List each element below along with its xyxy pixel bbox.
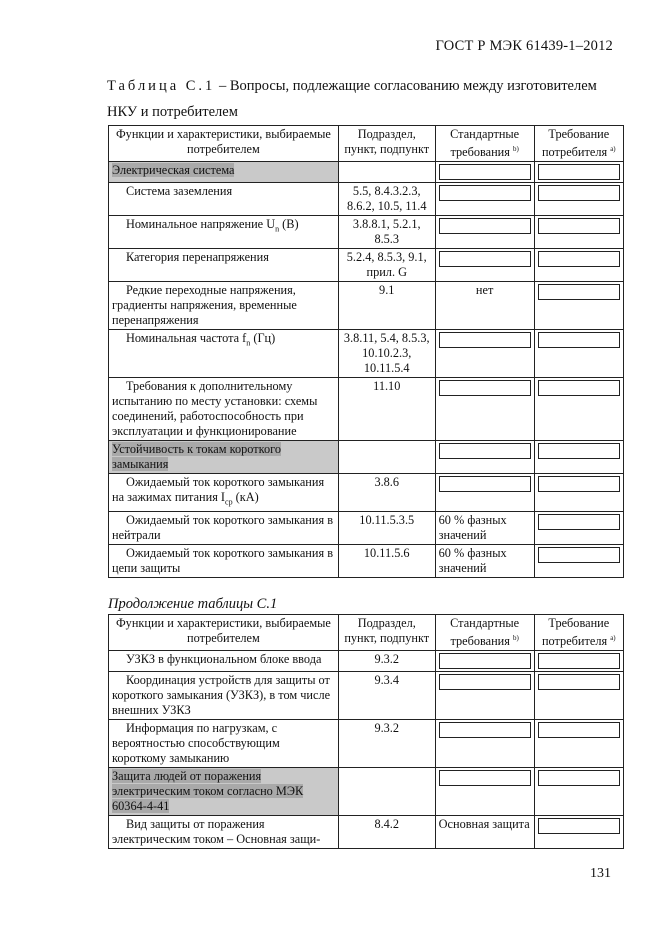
table-c1-part1 (108, 125, 624, 578)
empty-box (538, 332, 620, 348)
column-header-label: Стандартные требования (450, 616, 520, 649)
table-row (109, 511, 624, 544)
cell-clause (338, 441, 435, 474)
empty-box (538, 818, 620, 834)
cell-clause: 8.4.2 (338, 816, 435, 849)
empty-box (538, 284, 620, 300)
table-row (109, 651, 624, 672)
column-header-label: Подраздел, пункт, подпункт (344, 127, 430, 156)
cell-clause (338, 768, 435, 816)
caption-dash: – (215, 78, 230, 94)
cell-standard (435, 544, 534, 577)
empty-box (439, 770, 531, 786)
table-row (109, 249, 624, 282)
column-header-label: Подраздел, пункт, подпункт (344, 616, 430, 645)
cell-customer (534, 474, 623, 511)
continuation-label: Продолжение таблицы С.1 (108, 596, 278, 612)
table-row (109, 330, 624, 378)
cell-characteristic (109, 282, 339, 330)
cell-standard (435, 162, 534, 183)
characteristic-text: Ожидаемый ток короткого замыкания в цепи защиты (112, 545, 334, 575)
cell-customer (534, 544, 623, 577)
cell-clause: 3.8.8.1, 5.2.1, 8.5.3 (338, 216, 435, 249)
column-header-label: Функции и характеристики, выбираемые потребителем (115, 127, 331, 156)
table-row (109, 474, 624, 511)
header-row (109, 615, 624, 651)
cell-customer (534, 768, 623, 816)
empty-box (538, 770, 620, 786)
cell-characteristic (109, 816, 339, 849)
cell-characteristic (109, 162, 339, 183)
cell-characteristic (109, 441, 339, 474)
cell-standard (435, 768, 534, 816)
empty-box (439, 443, 531, 459)
empty-box (538, 476, 620, 492)
cell-customer (534, 216, 623, 249)
cell-clause: 9.3.2 (338, 651, 435, 672)
characteristic-text: Редкие переходные напряжения, градиенты напряжения, временные перенапряжения (112, 283, 297, 328)
table-row (109, 816, 624, 849)
table-row (109, 544, 624, 577)
cell-standard (435, 816, 534, 849)
cell-standard (435, 282, 534, 330)
standard-text: 60 % фазных значений (438, 545, 507, 575)
cell-customer (534, 511, 623, 544)
cell-characteristic (109, 511, 339, 544)
cell-characteristic (109, 768, 339, 816)
cell-characteristic (109, 651, 339, 672)
empty-box (538, 164, 620, 180)
empty-box (439, 332, 531, 348)
cell-customer (534, 249, 623, 282)
cell-clause: 11.10 (338, 378, 435, 441)
standard-text: 60 % фазных значений (438, 512, 507, 542)
table-label: Таблица С.1 (107, 78, 216, 94)
cell-characteristic (109, 720, 339, 768)
column-header (534, 126, 623, 162)
column-header (109, 126, 339, 162)
cell-clause (338, 162, 435, 183)
empty-box (439, 476, 531, 492)
cell-clause: 3.8.6 (338, 474, 435, 511)
page-number: 131 (590, 866, 611, 881)
cell-standard (435, 474, 534, 511)
column-header (435, 615, 534, 651)
cell-clause: 5.5, 8.4.3.2.3, 8.6.2, 10.5, 11.4 (338, 183, 435, 216)
cell-standard (435, 720, 534, 768)
characteristic-text: Ожидаемый ток короткого замыкания в нейтрали (112, 512, 334, 542)
empty-box (538, 251, 620, 267)
footnote-ref: a) (610, 145, 616, 153)
cell-characteristic (109, 378, 339, 441)
cell-customer (534, 651, 623, 672)
section-title: Защита людей от поражения электрическим током согласно МЭК 60364-4-41 (112, 769, 304, 814)
table-row (109, 282, 624, 330)
characteristic-text: Номинальная частота f (126, 331, 247, 346)
cell-customer (534, 183, 623, 216)
characteristic-text: УЗКЗ в функциональном блоке ввода (126, 652, 322, 667)
cell-clause: 10.11.5.6 (338, 544, 435, 577)
characteristic-text: Требования к дополнительному испытанию по месту установки: схемы соединений, работоспособность при эксплуатации и функционирование (112, 379, 318, 439)
symbol-subscript: n (246, 338, 251, 348)
cell-clause: 9.3.4 (338, 672, 435, 720)
cell-standard (435, 378, 534, 441)
cell-standard (435, 511, 534, 544)
table-row (109, 672, 624, 720)
characteristic-text: Номинальное напряжение U (126, 217, 276, 232)
column-header (109, 615, 339, 651)
cell-characteristic (109, 330, 339, 378)
cell-standard (435, 183, 534, 216)
empty-box (439, 722, 531, 738)
empty-box (439, 653, 531, 669)
caption-text: Вопросы, подлежащие согласованию между изготовителем НКУ и потребителем (107, 78, 597, 120)
unit-text: (кА) (232, 490, 259, 505)
column-header-label: Требование потребителя (541, 127, 610, 160)
cell-characteristic (109, 249, 339, 282)
empty-box (538, 185, 620, 201)
section-title: Устойчивость к токам короткого замыкания (112, 442, 281, 472)
cell-clause: 5.2.4, 8.5.3, 9.1, прил. G (338, 249, 435, 282)
unit-text: (Гц) (250, 331, 276, 346)
empty-box (538, 547, 620, 563)
empty-box (538, 653, 620, 669)
symbol-subscript: n (275, 224, 280, 234)
cell-standard (435, 249, 534, 282)
empty-box (439, 674, 531, 690)
column-header (534, 615, 623, 651)
cell-clause: 9.3.2 (338, 720, 435, 768)
characteristic-text: Система заземления (126, 184, 233, 199)
cell-clause: 10.11.5.3.5 (338, 511, 435, 544)
cell-customer (534, 720, 623, 768)
characteristic-text: Ожидаемый ток короткого замыкания на зажимах питания I (112, 475, 325, 505)
cell-customer (534, 816, 623, 849)
characteristic-text: Информация по нагрузкам, с вероятностью способствующим короткому замыканию (112, 721, 280, 766)
cell-standard (435, 216, 534, 249)
footnote-ref: b) (512, 634, 519, 642)
empty-box (439, 185, 531, 201)
cell-customer (534, 441, 623, 474)
standard-text: нет (475, 283, 494, 298)
characteristic-text: Вид защиты от поражения электрическим током – Основная защи- (112, 817, 321, 847)
table-row (109, 183, 624, 216)
empty-box (538, 722, 620, 738)
footnote-ref: a) (610, 634, 616, 642)
section-row (109, 768, 624, 816)
cell-clause: 3.8.11, 5.4, 8.5.3, 10.10.2.3, 10.11.5.4 (338, 330, 435, 378)
cell-characteristic (109, 544, 339, 577)
cell-standard (435, 330, 534, 378)
cell-standard (435, 651, 534, 672)
characteristic-text: Координация устройств для защиты от короткого замыкания (УЗКЗ), в том числе внешних УЗКЗ (112, 673, 331, 718)
empty-box (439, 164, 531, 180)
table-row (109, 216, 624, 249)
unit-text: (В) (279, 217, 299, 232)
empty-box (538, 674, 620, 690)
document-id: ГОСТ Р МЭК 61439-1–2012 (435, 38, 613, 54)
header-row (109, 126, 624, 162)
cell-standard (435, 672, 534, 720)
empty-box (439, 380, 531, 396)
cell-characteristic (109, 183, 339, 216)
cell-customer (534, 162, 623, 183)
table-row (109, 378, 624, 441)
empty-box (538, 514, 620, 530)
characteristic-text: Категория перенапряжения (126, 250, 269, 265)
section-row (109, 162, 624, 183)
table-c1-part2 (108, 614, 624, 849)
cell-characteristic (109, 216, 339, 249)
empty-box (439, 251, 531, 267)
empty-box (538, 380, 620, 396)
cell-standard (435, 441, 534, 474)
cell-customer (534, 378, 623, 441)
empty-box (538, 443, 620, 459)
column-header-label: Стандартные требования (450, 127, 520, 160)
column-header-label: Требование потребителя (541, 616, 610, 649)
cell-characteristic (109, 672, 339, 720)
column-header (435, 126, 534, 162)
cell-customer (534, 330, 623, 378)
column-header (338, 615, 435, 651)
section-title: Электрическая система (112, 163, 235, 178)
empty-box (538, 218, 620, 234)
cell-clause: 9.1 (338, 282, 435, 330)
footnote-ref: b) (512, 145, 519, 153)
standard-text: Основная защита (438, 817, 530, 832)
cell-characteristic (109, 474, 339, 511)
section-row (109, 441, 624, 474)
column-header (338, 126, 435, 162)
symbol-subscript: cp (225, 497, 233, 507)
cell-customer (534, 672, 623, 720)
column-header-label: Функции и характеристики, выбираемые потребителем (115, 616, 331, 645)
table-caption (107, 73, 627, 125)
cell-customer (534, 282, 623, 330)
table-row (109, 720, 624, 768)
empty-box (439, 218, 531, 234)
